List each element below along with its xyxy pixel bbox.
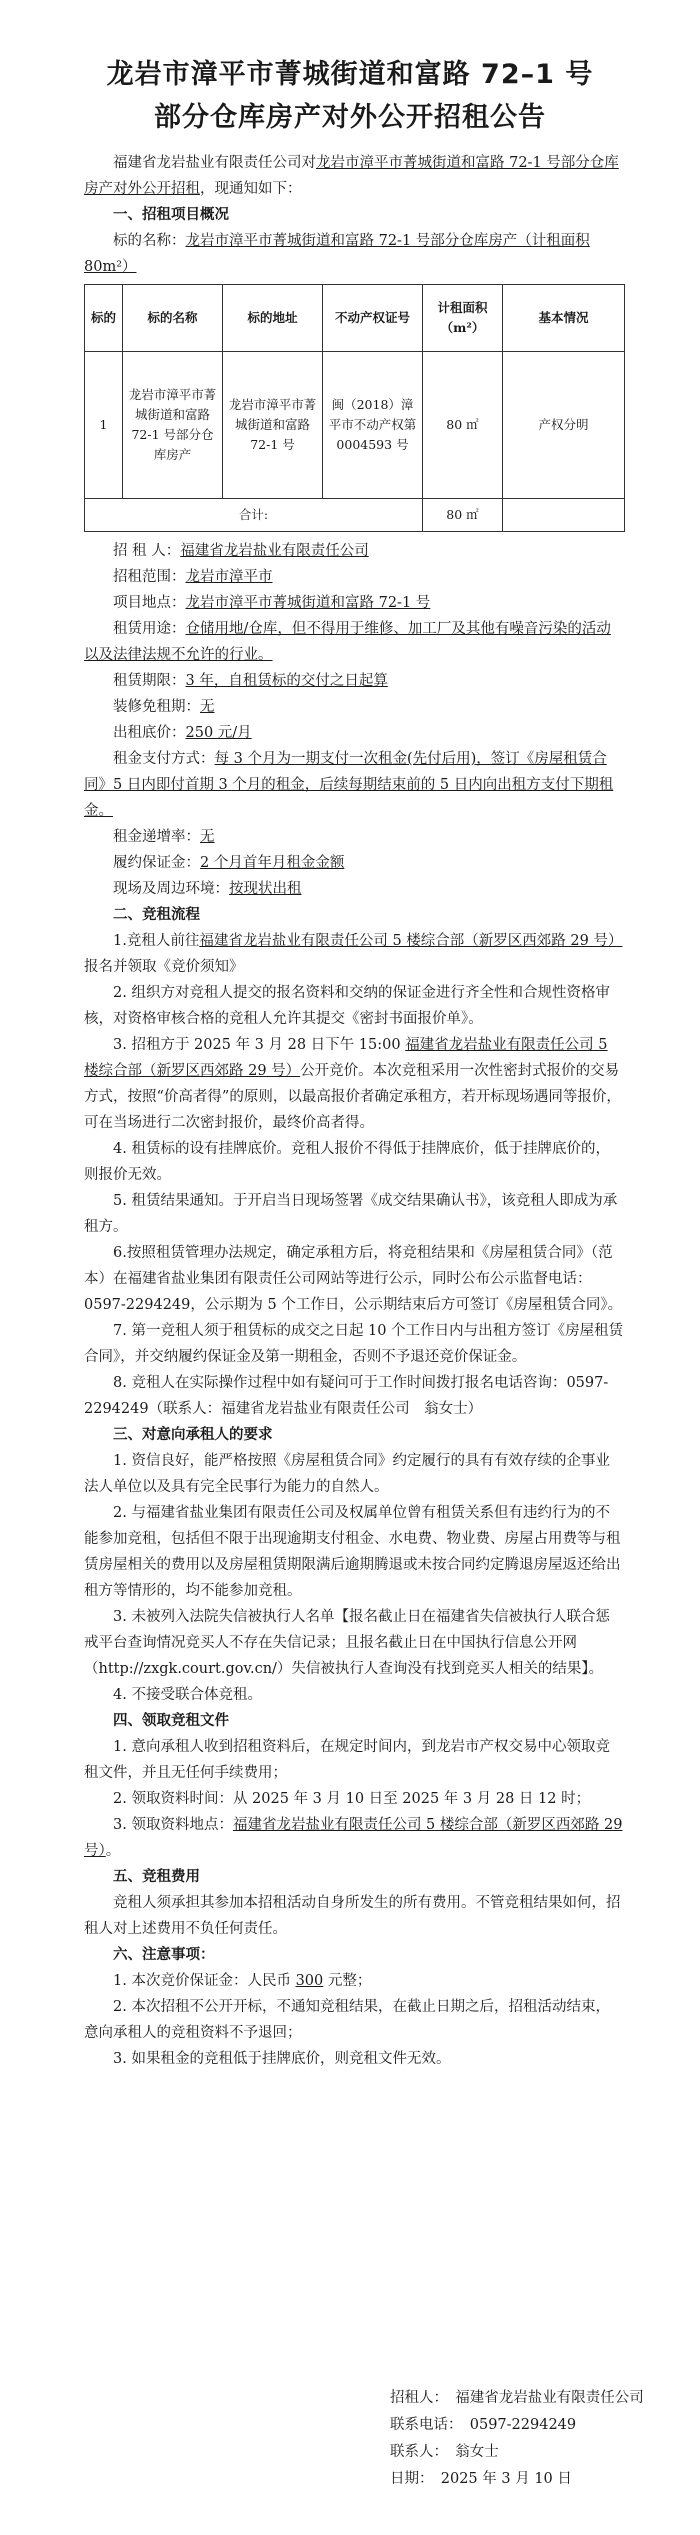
table-header: 标的地址 xyxy=(223,285,323,352)
documents-item xyxy=(84,1812,624,1864)
text-span: 3. 领取资料地点： xyxy=(113,1817,233,1833)
table-header: 计租面积（m²） xyxy=(423,285,503,352)
signature-date: 日期： 2025 年 3 月 10 日 xyxy=(390,2471,572,2487)
detail-term xyxy=(84,668,624,694)
notice-item: 3. 如果租金的竞租低于挂牌底价，则竞租文件无效。 xyxy=(113,2051,451,2067)
table-cell: 1 xyxy=(85,352,123,499)
text-span: 福建省龙岩盐业有限责任公司 5 楼综合部（新罗区西郊路 29 号） xyxy=(199,933,623,949)
text-span: 1.竞租人前往 xyxy=(113,933,200,949)
detail-label: 租金支付方式： xyxy=(113,751,215,767)
process-item: 5. 租赁结果通知。于开启当日现场签署《成交结果确认书》，该竞租人即成为承租方。 xyxy=(84,1193,618,1235)
detail-value: 3 年，自租赁标的交付之日起算 xyxy=(185,673,388,689)
section-5-heading: 五、竞租费用 xyxy=(113,1868,200,1885)
table-total-row xyxy=(85,499,625,532)
notice-item: 2. 本次招租不公开开标，不通知竞租结果，在截止日期之后，招租活动结束，意向承租人的竞租资料不予退回； xyxy=(84,1999,610,2041)
detail-value: 福建省龙岩盐业有限责任公司 xyxy=(180,543,369,559)
table-header: 不动产权证号 xyxy=(323,285,423,352)
detail-price xyxy=(84,720,624,746)
table-total-value: 80 ㎡ xyxy=(423,499,503,532)
requirement-item: 3. 未被列入法院失信被执行人名单【报名截止日在福建省失信被执行人联合惩戒平台查询情况竞买人不存在失信记录；且报名截止日在中国执行信息公开网（http://zxgk.court.gov.cn/）失信被执行人查询没有找到竞买人相关的结果】。 xyxy=(84,1609,610,1677)
section-4-heading: 四、领取竞租文件 xyxy=(113,1712,229,1729)
target-name-value: 龙岩市漳平市菁城街道和富路 72-1 号部分仓库房产（计租面积 80m²） xyxy=(84,233,590,275)
detail-label: 出租底价： xyxy=(113,725,186,741)
detail-label: 招租范围： xyxy=(113,569,186,585)
detail-label: 租金递增率： xyxy=(113,829,200,845)
detail-label: 履约保证金： xyxy=(113,855,200,871)
detail-value: 无 xyxy=(200,829,215,845)
requirement-item: 2. 与福建省盐业集团有限责任公司及权属单位曾有租赁关系但有违约行为的不能参加竞租，包括但不限于出现逾期支付租金、水电费、物业费、房屋占用费等与租赁房屋相关的费用以及房屋租赁期限满后逾期腾退或未按合同约定腾退房屋返还给出租方等情形的，均不能参加竞租。 xyxy=(84,1505,621,1599)
text-span: 。 xyxy=(105,1843,121,1859)
process-item: 7. 第一竞租人须于租赁标的成交之日起 10 个工作日内与出租方签订《房屋租赁合同》，并交纳履约保证金及第一期租金，否则不予退还竞价保证金。 xyxy=(84,1323,624,1365)
detail-location xyxy=(84,590,624,616)
documents-item: 1. 意向承租人收到招租资料后，在规定时间内，到龙岩市产权交易中心领取竞租文件，并且无任何手续费用； xyxy=(84,1739,610,1781)
property-table xyxy=(84,284,625,532)
text-span: 福建省龙岩盐业有限责任公司 5 楼综合部（新罗区西郊路 29 号） xyxy=(84,1817,623,1859)
table-cell: 龙岩市漳平市菁城街道和富路 72-1 号部分仓库房产 xyxy=(123,352,223,499)
detail-value: 无 xyxy=(200,699,215,715)
fee-paragraph: 竞租人须承担其参加本招租活动自身所发生的所有费用。不管竞租结果如何，招租人对上述费用不负任何责任。 xyxy=(84,1895,621,1937)
table-cell: 龙岩市漳平市菁城街道和富路 72-1 号 xyxy=(223,352,323,499)
table-cell: 闽（2018）漳平市不动产权第 0004593 号 xyxy=(323,352,423,499)
documents-item: 2. 领取资料时间：从 2025 年 3 月 10 日至 2025 年 3 月 28 日 12 时； xyxy=(113,1791,591,1807)
title-line-1: 龙岩市漳平市菁城街道和富路 72–1 号 xyxy=(106,59,594,90)
detail-rentfree xyxy=(84,694,624,720)
intro-project: 龙岩市漳平市菁城街道和富路 72-1 号部分仓库房产对外公开招租 xyxy=(84,155,619,197)
process-item xyxy=(84,928,624,980)
table-cell: 80 ㎡ xyxy=(423,352,503,499)
notice-item xyxy=(84,1968,624,1994)
text-span: 福建省龙岩盐业有限责任公司 5 楼综合部（新罗区西郊路 29 号） xyxy=(84,1037,608,1079)
detail-label: 现场及周边环境： xyxy=(113,881,229,897)
table-cell xyxy=(503,499,625,532)
detail-label: 租赁用途： xyxy=(113,621,186,637)
table-header: 标的名称 xyxy=(123,285,223,352)
detail-label: 租赁期限： xyxy=(113,673,186,689)
requirement-item: 1. 资信良好，能严格按照《房屋租赁合同》约定履行的具有有效存续的企事业法人单位以及具有完全民事行为能力的自然人。 xyxy=(84,1453,610,1495)
detail-label: 招 租 人： xyxy=(113,543,181,559)
target-name xyxy=(84,228,624,280)
intro-paragraph xyxy=(84,150,624,202)
detail-bond xyxy=(84,850,624,876)
detail-value: 按现状出租 xyxy=(229,881,302,897)
text-span: 3. 招租方于 2025 年 3 月 28 日下午 15:00 xyxy=(113,1037,406,1053)
text-span: 1. 本次竞价保证金：人民币 xyxy=(113,1973,296,1989)
announcement-body xyxy=(84,150,624,2072)
detail-value: 250 元/月 xyxy=(185,725,252,741)
section-2-heading: 二、竞租流程 xyxy=(113,906,200,923)
table-total-label: 合计: xyxy=(85,499,423,532)
title-line-2: 部分仓库房产对外公开招租公告 xyxy=(154,102,546,133)
text-span: 元整； xyxy=(323,1973,372,1989)
process-item: 6.按照租赁管理办法规定，确定承租方后，将竞租结果和《房屋租赁合同》（范本）在福建省盐业集团有限责任公司网站等进行公示，同时公布公示监督电话：0597-2294249，公示期为 5 个工作日，公示期结束后方可签订《房屋租赁合同》。 xyxy=(84,1245,623,1313)
signature-lessor: 招租人： 福建省龙岩盐业有限责任公司 xyxy=(390,2390,644,2406)
table-row xyxy=(85,352,625,499)
detail-value: 仓储用地/仓库，但不得用于维修、加工厂及其他有噪音污染的活动以及法律法规不允许的行业。 xyxy=(84,621,611,663)
text-span: 300 xyxy=(295,1973,324,1989)
intro-prefix: 福建省龙岩盐业有限责任公司对 xyxy=(113,155,316,171)
detail-site xyxy=(84,876,624,902)
detail-value: 龙岩市漳平市菁城街道和富路 72-1 号 xyxy=(185,595,431,611)
section-3-heading: 三、对意向承租人的要求 xyxy=(113,1426,273,1443)
detail-value: 龙岩市漳平市 xyxy=(185,569,273,585)
detail-payment xyxy=(84,746,624,824)
process-item: 2. 组织方对竞租人提交的报名资料和交纳的保证金进行齐全性和合规性资格审核，对资格审核合格的竞租人允许其提交《密封书面报价单》。 xyxy=(84,985,610,1027)
table-header: 基本情况 xyxy=(503,285,625,352)
table-header: 标的 xyxy=(85,285,123,352)
section-1-heading: 一、招租项目概况 xyxy=(113,206,229,223)
process-item xyxy=(84,1032,624,1136)
target-name-label: 标的名称： xyxy=(113,233,186,249)
detail-scope xyxy=(84,564,624,590)
detail-label: 项目地点： xyxy=(113,595,186,611)
detail-use xyxy=(84,616,624,668)
detail-increase xyxy=(84,824,624,850)
process-item: 4. 租赁标的设有挂牌底价。竞租人报价不得低于挂牌底价，低于挂牌底价的，则报价无效。 xyxy=(84,1141,610,1183)
detail-value: 2 个月首年月租金金额 xyxy=(200,855,345,871)
text-span: 报名并领取《竞价须知》 xyxy=(84,959,244,975)
signature-block xyxy=(390,2385,644,2493)
process-item: 8. 竞租人在实际操作过程中如有疑问可于工作时间拨打报名电话咨询：0597-2294249（联系人：福建省龙岩盐业有限责任公司 翁女士） xyxy=(84,1375,609,1417)
signature-phone: 联系电话： 0597-2294249 xyxy=(390,2417,577,2433)
table-header-row xyxy=(85,285,625,352)
detail-label: 装修免租期： xyxy=(113,699,200,715)
requirement-item: 4. 不接受联合体竞租。 xyxy=(113,1687,262,1703)
detail-value: 每 3 个月为一期支付一次租金(先付后用)，签订《房屋租赁合同》5 日内即付首期 3 个月的租金，后续每期结束前的 5 日内向出租方支付下期租金。 xyxy=(84,751,614,819)
table-cell: 产权分明 xyxy=(503,352,625,499)
signature-contact: 联系人： 翁女士 xyxy=(390,2444,499,2460)
text-span: 公开竞价。本次竞租采用一次性密封式报价的交易方式，按照“价高者得”的原则，以最高报价者确定承租方，若开标现场遇同等报价，可在当场进行二次密封报价，最终价高者得。 xyxy=(84,1063,621,1131)
section-6-heading: 六、注意事项： xyxy=(113,1946,215,1963)
detail-lessor xyxy=(84,538,624,564)
intro-suffix: ，现通知如下： xyxy=(200,181,302,197)
